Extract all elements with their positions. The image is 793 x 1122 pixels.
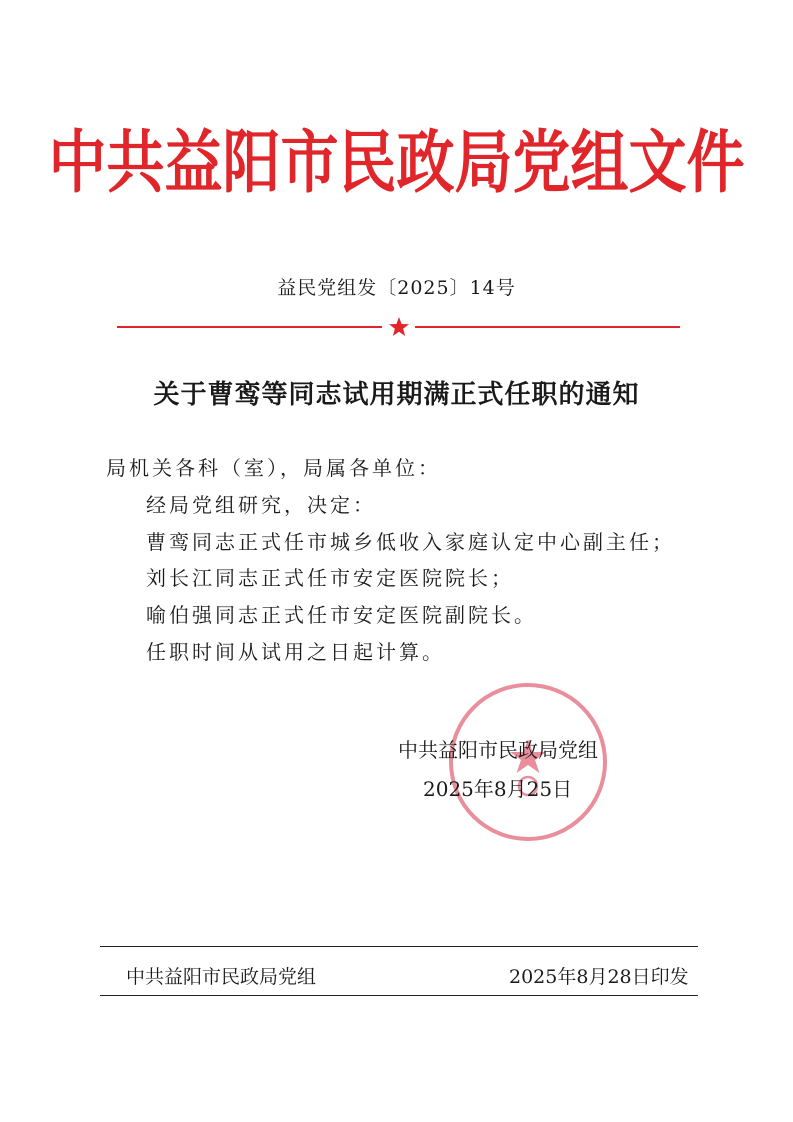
paragraph-appointment-3: 喻伯强同志正式任市安定医院副院长。 <box>146 603 537 627</box>
footer-top-rule <box>100 946 698 947</box>
salutation: 局机关各科（室），局属各单位： <box>106 456 441 480</box>
footer-bottom-rule <box>100 995 698 996</box>
footer-issuer: 中共益阳市民政局党组 <box>126 966 317 988</box>
paragraph-appointment-1: 曹鸾同志正式任市城乡低收入家庭认定中心副主任； <box>146 530 675 554</box>
paragraph-decision: 经局党组研究，决定： <box>146 493 376 517</box>
red-separator <box>117 316 680 338</box>
document-title: 关于曹鸾等同志试用期满正式任职的通知 <box>153 380 640 410</box>
signature-date: 2025年8月25日 <box>423 777 573 801</box>
red-line-left <box>117 326 382 328</box>
masthead: 中共益阳市民政局党组文件 <box>48 122 745 203</box>
red-line-right <box>415 326 680 328</box>
paragraph-effective-date: 任职时间从试用之日起计算。 <box>146 640 445 664</box>
paragraph-appointment-2: 刘长江同志正式任市安定医院院长； <box>146 566 514 590</box>
star-icon <box>388 316 410 338</box>
footer-print-date: 2025年8月28日印发 <box>509 966 689 988</box>
document-number: 益民党组发〔2025〕14号 <box>277 277 516 299</box>
signature-organization: 中共益阳市民政局党组 <box>398 738 598 762</box>
